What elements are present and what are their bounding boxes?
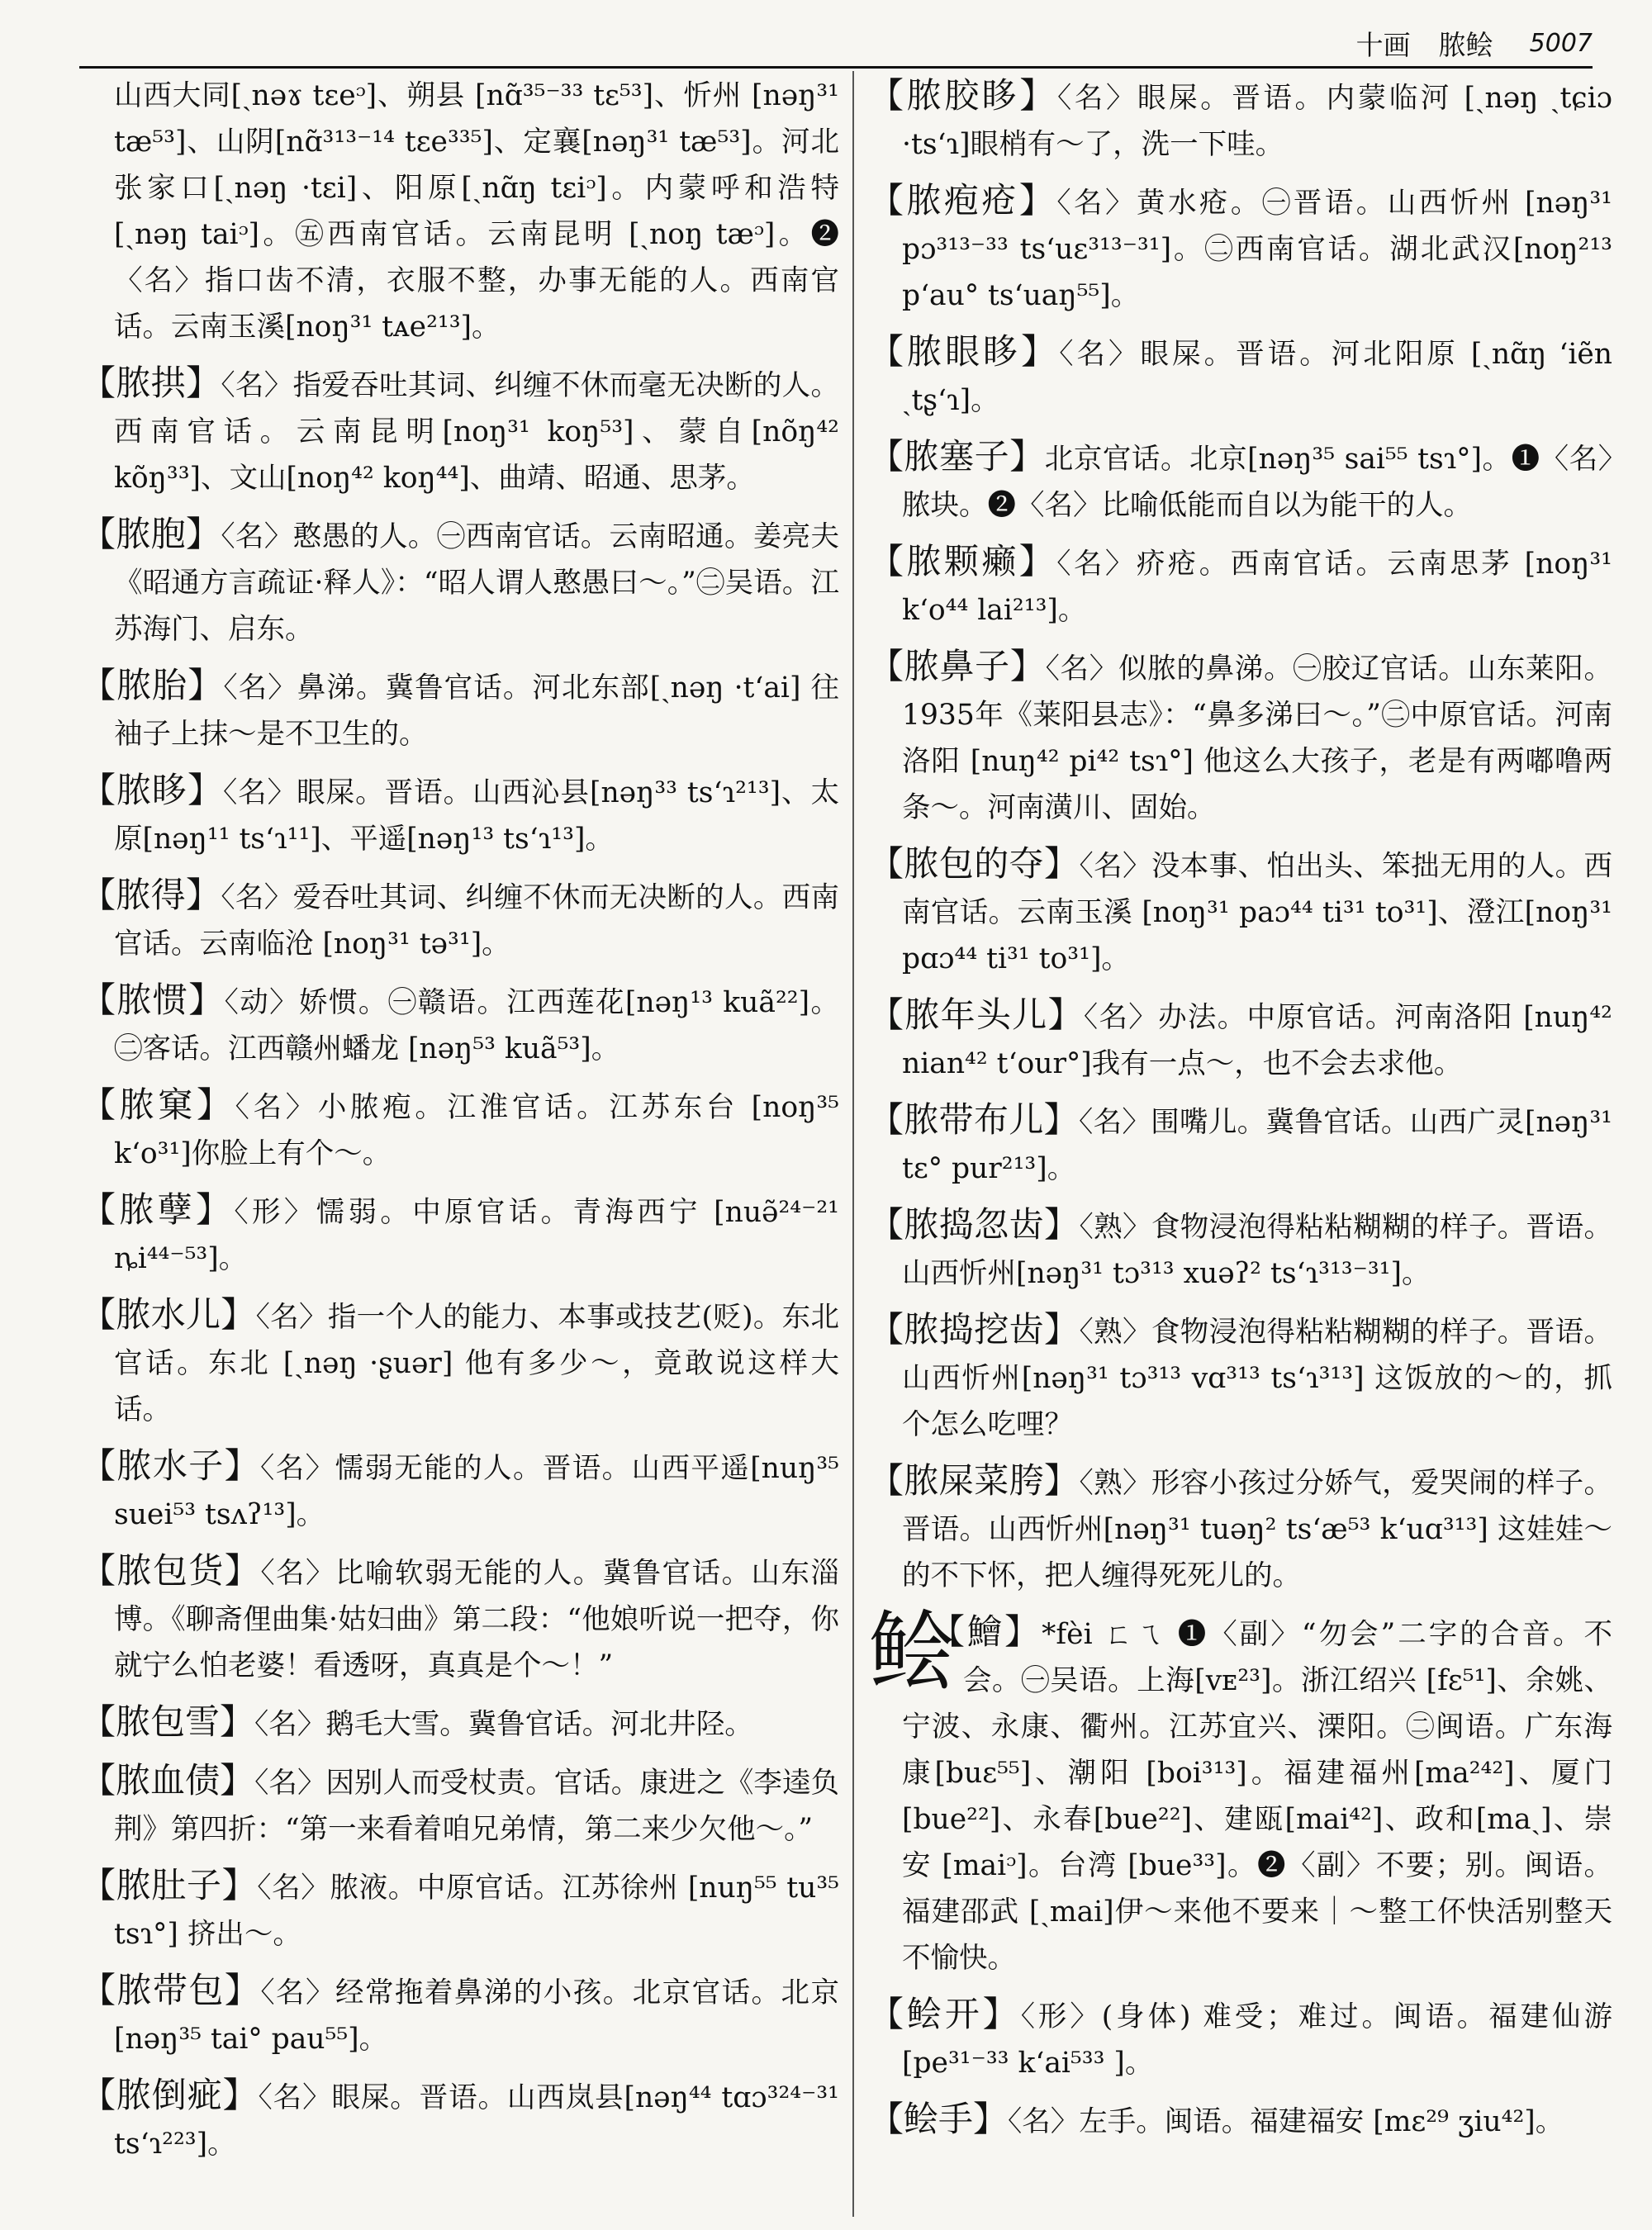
dictionary-entry [869, 1601, 1612, 1981]
header-word: 脓鲙 [1438, 28, 1493, 61]
dictionary-entry [869, 434, 1612, 529]
dictionary-entry [81, 1758, 839, 1853]
entry-definition: 山西大同[ˏnəɤ tɛeᵓ]、朔县 [nɑ̃³⁵⁻³³ tɛ⁵³]、忻州 [nəŋ³¹ tæ⁵³]、山阴[nɑ̃³¹³⁻¹⁴ tɛe³³⁵]、定襄[nəŋ³¹ tæ⁵³]。河北张家口[ˏnəŋ ·tɛi]、阳原[ˏnɑ̃ŋ tɛiᵓ]。内蒙呼和浩特 [ˏnəŋ taiᵓ]。㊄西南官话。云南昆明 [ˏnoŋ tæᵓ]。❷〈名〉指口齿不清，衣服不整，办事无能的人。西南官话。云南玉溪[noŋ³¹ tᴀe²¹³]。 [114, 79, 839, 344]
entry-definition: 〈名〉似脓的鼻涕。㊀胶辽官话。山东莱阳。1935年《莱阳县志》：“鼻多涕曰～。”㊁中原官话。河南洛阳 [nuŋ⁴² pi⁴² tsɿ°] 他这么大孩子，老是有两嘟噜两条～。河南潢川、固始。 [902, 652, 1612, 824]
entry-headword: 【脓拱】 [81, 363, 221, 403]
entry-definition: 〈名〉经常拖着鼻涕的小孩。北京官话。北京[nəŋ³⁵ tai° pau⁵⁵]。 [114, 1976, 839, 2056]
entry-headword: 【鱠】 [930, 1611, 1042, 1652]
entry-headword: 【脓包的夺】 [869, 843, 1080, 884]
entry-definition: 〈名〉因别人而受杖责。官话。康进之《李逵负荆》第四折：“第一来看着咱兄弟情，第二来少欠他～。” [114, 1767, 839, 1846]
entry-definition: 〈熟〉形容小孩过分娇气，爱哭闹的样子。晋语。山西忻州[nəŋ³¹ tuəŋ² tsʻæ⁵³ kʻuɑ³¹³] 这娃娃～的不下怀，把人缠得死死儿的。 [902, 1467, 1612, 1592]
entry-definition: 〈名〉黄水疮。㊀晋语。山西忻州 [nəŋ³¹ pɔ³¹³⁻³³ tsʻuɛ³¹³⁻³¹]。㊁西南官话。湖北武汉[noŋ²¹³ pʻau° tsʻuaŋ⁵⁵]。 [902, 187, 1612, 312]
entry-definition: 〈名〉办法。中原官话。河南洛阳 [nuŋ⁴² nian⁴² tʻour°]我有一点～，也不会去求他。 [902, 1001, 1612, 1080]
dictionary-entry [869, 73, 1612, 168]
entry-headword: 【脓胞】 [81, 514, 221, 554]
entry-headword: 【脓窠】 [81, 1084, 235, 1125]
dictionary-entry [869, 1307, 1612, 1448]
dictionary-entry [869, 178, 1612, 319]
entry-definition: 〈名〉眼屎。晋语。山西岚县[nəŋ⁴⁴ tɑɔ³²⁴⁻³¹ tsʻɿ²²³]。 [114, 2081, 839, 2161]
entry-definition: 〈名〉懦弱无能的人。晋语。山西平遥[nuŋ³⁵ suei⁵³ tsʌʔ¹³]。 [114, 1452, 839, 1531]
dictionary-entry [81, 1292, 839, 1433]
entry-definition: 〈名〉爱吞吐其词、纠缠不休而无决断的人。西南官话。云南临沧 [noŋ³¹ tə³¹]。 [114, 881, 839, 961]
dictionary-entry [869, 841, 1612, 982]
entry-headword: 【脓倒疵】 [81, 2075, 259, 2115]
dictionary-entry [81, 767, 839, 862]
entry-headword: 【脓血债】 [81, 1760, 255, 1801]
dictionary-entry [81, 1187, 839, 1282]
entry-definition: 〈名〉比喻软弱无能的人。冀鲁官话。山东淄博。《聊斋俚曲集·姑妇曲》第二段：“他娘听说一把夺，你就宁么怕老婆！看透呀，真真是个～！” [114, 1557, 839, 1682]
entry-headword: 【脓胶眵】 [869, 75, 1057, 116]
dictionary-entry [869, 1097, 1612, 1192]
entry-headword: 【脓肚子】 [81, 1865, 258, 1905]
entry-definition: 〈名〉围嘴儿。冀鲁官话。山西广灵[nəŋ³¹ tɛ° pur²¹³]。 [902, 1106, 1612, 1185]
dictionary-entry [81, 872, 839, 967]
dictionary-entry [81, 1967, 839, 2062]
dictionary-entry [81, 1699, 839, 1748]
entry-headword: 【脓眼眵】 [869, 331, 1060, 372]
dictionary-entry [869, 2096, 1612, 2145]
dictionary-entry [869, 1458, 1612, 1599]
entry-definition: 〈熟〉食物浸泡得粘粘糊糊的样子。晋语。山西忻州[nəŋ³¹ tɔ³¹³ vɑ³¹³ tsʻɿ³¹³] 这饭放的～的，抓个怎么吃哩？ [902, 1316, 1612, 1441]
entry-definition: 〈名〉指爱吞吐其词、纠缠不休而毫无决断的人。西南官话。云南昆明[noŋ³¹ koŋ⁵³]、蒙自[nõŋ⁴² kõŋ³³]、文山[noŋ⁴² koŋ⁴⁴]、曲靖、昭通、思茅。 [114, 369, 839, 495]
entry-headword: 【脓捣忽齿】 [869, 1204, 1080, 1245]
entry-headword: 【脓颗癞】 [869, 541, 1057, 581]
dictionary-entry [869, 1202, 1612, 1297]
entry-definition: 〈名〉眼屎。晋语。河北阳原 [ˏnɑ̃ŋ ʻiẽn ˏtʂʻɿ]。 [902, 338, 1612, 417]
section-label: 十画 [1355, 28, 1411, 61]
entry-headword: 【脓胎】 [81, 665, 224, 705]
page-number: 5007 [1529, 28, 1593, 58]
entry-definition: 〈名〉眼屎。晋语。内蒙临河 [ˏnəŋ ˏtɕiɔ ·tsʻɿ]眼梢有～了，洗一下哇。 [902, 82, 1612, 161]
entry-definition: 〈动〉娇惯。㊀赣语。江西莲花[nəŋ¹³ kuã²²]。㊁客话。江西赣州蟠龙 [nəŋ⁵³ kuã⁵³]。 [114, 986, 839, 1065]
head-character: 鲙 [869, 1601, 956, 1702]
entry-headword: 【脓惯】 [81, 980, 225, 1020]
dictionary-entry [81, 1082, 839, 1177]
dictionary-entry [869, 539, 1612, 633]
dictionary-entry [869, 329, 1612, 424]
right-column [869, 73, 1612, 2155]
entry-headword: 【脓包雪】 [81, 1701, 255, 1742]
entry-headword: 【鲙手】 [869, 2099, 1009, 2139]
entry-headword: 【脓得】 [81, 875, 221, 915]
entry-definition: 〈名〉鼻涕。冀鲁官话。河北东部[ˏnəŋ ·tʻai] 往袖子上抹～是不卫生的。 [114, 671, 839, 751]
column-divider [852, 71, 854, 2217]
entry-definition: 〈名〉疥疮。西南官话。云南思茅 [noŋ³¹ kʻo⁴⁴ lai²¹³]。 [902, 548, 1612, 627]
entry-definition: 〈名〉憨愚的人。㊀西南官话。云南昭通。姜亮夫《昭通方言疏证·释人》：“昭人谓人憨愚曰～。”㊁吴语。江苏海门、启东。 [114, 520, 839, 646]
entry-definition: 〈名〉鹅毛大雪。冀鲁官话。河北井陉。 [254, 1708, 753, 1741]
entry-headword: 【脓疱疮】 [869, 180, 1057, 221]
entry-headword: 【脓鼻子】 [869, 646, 1046, 686]
page-header [79, 21, 1593, 64]
header-rule [79, 66, 1593, 69]
dictionary-entry [869, 643, 1612, 831]
entry-headword: 【脓水儿】 [81, 1294, 256, 1335]
entry-headword: 【脓水子】 [81, 1445, 261, 1486]
entry-definition: 〈名〉小脓疱。江淮官话。江苏东台 [noŋ³⁵ kʻo³¹]你脸上有个～。 [114, 1091, 839, 1170]
entry-headword: 【脓捣挖齿】 [869, 1309, 1080, 1350]
entry-definition: 〈名〉脓液。中原官话。江苏徐州 [nuŋ⁵⁵ tu³⁵ tsɿ°] 挤出～。 [114, 1872, 839, 1951]
entry-headword: 【鲙开】 [869, 1994, 1021, 2034]
dictionary-entry [81, 1443, 839, 1538]
entry-definition: 〈名〉没本事、怕出头、笨拙无用的人。西南官话。云南玉溪 [noŋ³¹ paɔ⁴⁴ ti³¹ to³¹]、澄江[noŋ³¹ pɑɔ⁴⁴ ti³¹ to³¹]。 [902, 850, 1612, 975]
dictionary-entry [869, 992, 1612, 1087]
entry-definition: *fèi ㄈㄟ ❶〈副〉“勿会”二字的合音。不会。㊀吴语。上海[vᴇ²³]。浙江绍兴 [fɛ⁵¹]、余姚、宁波、永康、衢州。江苏宜兴、溧阳。㊁闽语。广东海康[buɛ⁵⁵]、潮阳 [boi³¹³]。福建福州[ma²⁴²]、厦门[bue²²]、永春[bue²²]、建瓯[mai⁴²]、政和[maˏ]、崇安 [maiᵓ]。台湾 [bue³³]。❷〈副〉不要；别。闽语。福建邵武 [ˏmai]伊～来他不要来｜～整工伓快活别整天不愉快。 [902, 1618, 1612, 1975]
entry-definition: 〈形〉懦弱。中原官话。青海西宁 [nuə̃²⁴⁻²¹ ȵi⁴⁴⁻⁵³]。 [114, 1196, 839, 1275]
entry-definition: 〈名〉眼屎。晋语。山西沁县[nəŋ³³ tsʻɿ²¹³]、太原[nəŋ¹¹ tsʻɿ¹¹]、平遥[nəŋ¹³ tsʻɿ¹³]。 [114, 776, 839, 856]
entry-headword: 【脓年头儿】 [869, 994, 1084, 1035]
dictionary-entry [81, 511, 839, 652]
dictionary-entry [81, 662, 839, 757]
entry-definition: 〈形〉(身体) 难受；难过。闽语。福建仙游 [pe³¹⁻³³ kʻai⁵³³ ]。 [902, 2000, 1612, 2080]
entry-headword: 【脓眵】 [81, 770, 223, 810]
entry-definition: 北京官话。北京[nəŋ³⁵ sai⁵⁵ tsɿ°]。❶〈名〉脓块。❷〈名〉比喻低能而自以为能干的人。 [902, 443, 1612, 522]
entry-definition: 〈名〉指一个人的能力、本事或技艺(贬)。东北官话。东北 [ˏnəŋ ·ʂuər] 他有多少～，竟敢说这样大话。 [114, 1301, 839, 1426]
entry-definition: 〈名〉左手。闽语。福建福安 [mɛ²⁹ ʒiu⁴²]。 [1008, 2105, 1564, 2138]
left-column [81, 73, 839, 2177]
entry-headword: 【脓塞子】 [869, 436, 1045, 477]
dictionary-entry [81, 1862, 839, 1957]
entry-headword: 【脓包货】 [81, 1550, 261, 1591]
entry-headword: 【脓屎菜胯】 [869, 1460, 1080, 1501]
dictionary-entry [81, 1548, 839, 1689]
entry-definition: 〈熟〉食物浸泡得粘粘糊糊的样子。晋语。山西忻州[nəŋ³¹ tɔ³¹³ xuəʔ² tsʻɿ³¹³⁻³¹]。 [902, 1211, 1612, 1290]
entry-headword: 【脓带布儿】 [869, 1099, 1079, 1140]
entry-headword: 【脓带包】 [81, 1970, 261, 2010]
dictionary-entry [81, 360, 839, 501]
entry-headword: 【脓孽】 [81, 1189, 235, 1230]
dictionary-entry [81, 73, 839, 350]
dictionary-entry [81, 2072, 839, 2167]
dictionary-entry [81, 977, 839, 1072]
dictionary-entry [869, 1991, 1612, 2086]
